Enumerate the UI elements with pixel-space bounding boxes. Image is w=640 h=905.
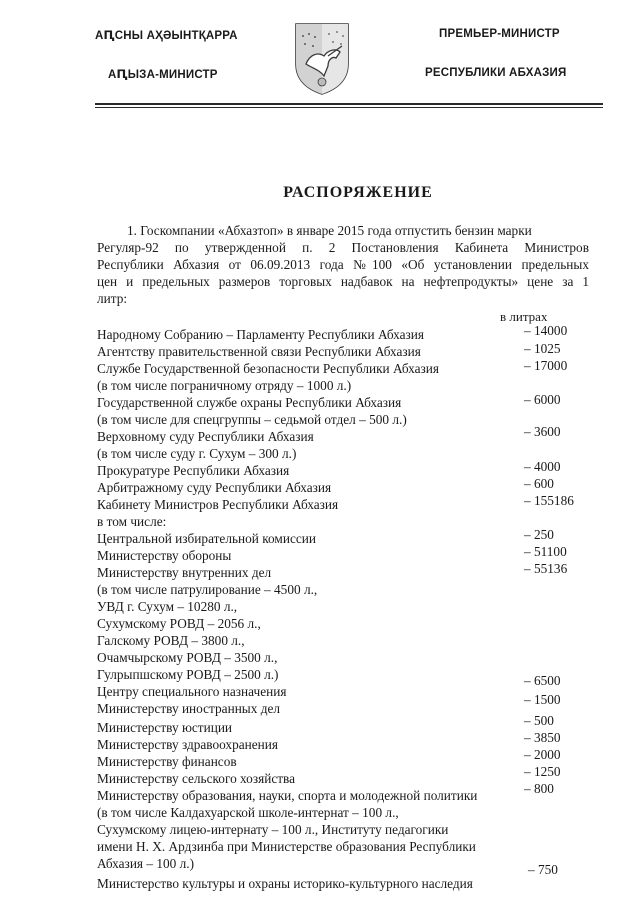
amount-value: – 1500 — [524, 692, 561, 707]
recipient-line: Министерству сельского хозяйства — [97, 771, 296, 786]
recipient-note-line: имени Н. Х. Ардзинба при Министерстве образования Республики — [97, 839, 476, 854]
recipient-line: Министерству обороны — [97, 548, 232, 563]
recipient-line: Арбитражному суду Республики Абхазия — [97, 480, 332, 495]
recipient-line: Министерству образования, науки, спорта и молодежной политики — [97, 788, 478, 803]
amount-value: – 55136 — [524, 561, 568, 576]
recipient-line: Министерству финансов — [97, 754, 237, 769]
amount-value: – 1250 — [524, 764, 561, 779]
recipient-note-line: Очамчырскому РОВД – 3500 л., — [97, 650, 278, 665]
amount-value: – 51100 — [524, 544, 567, 559]
document-title: РАСПОРЯЖЕНИЕ — [283, 184, 433, 201]
amount-value: – 6000 — [524, 392, 561, 407]
recipient-note-line: Абхазия – 100 л.) — [97, 856, 194, 871]
recipient-line: Центру специального назначения — [97, 684, 287, 699]
recipient-note-line: (в том числе для спецгруппы – седьмой отдел – 500 л.) — [97, 412, 407, 427]
intro-line: литр: — [97, 291, 128, 306]
intro-line: Республики Абхазия от 06.09.2013 года №100 «Об установлении предельных — [97, 257, 589, 272]
amount-value: – 4000 — [524, 459, 561, 474]
amount-value: – 6500 — [524, 673, 561, 688]
amount-value: – 2000 — [524, 747, 561, 762]
recipient-line: Верховному суду Республики Абхазия — [97, 429, 314, 444]
intro-line: 1. Госкомпании «Абхазтоп» в январе 2015 года отпустить бензин марки — [127, 223, 532, 238]
amount-value: – 3850 — [524, 730, 561, 745]
recipient-note-line: Галскому РОВД – 3800 л., — [97, 633, 245, 648]
recipient-line: Прокуратуре Республики Абхазия — [97, 463, 290, 478]
header-left-line2: АԤЫЗА-МИНИСТР — [108, 69, 218, 81]
recipient-line: Министерству здравоохранения — [97, 737, 278, 752]
recipient-line: Агентству правительственной связи Республики Абхазия — [97, 344, 421, 359]
intro-paragraph — [97, 222, 589, 307]
coat-of-arms-emblem — [292, 20, 352, 96]
recipient-line: Центральной избирательной комиссии — [97, 531, 316, 546]
recipient-line: Министерству иностранных дел — [97, 701, 281, 716]
unit-label: в литрах — [500, 309, 548, 324]
header-right-line1: ПРЕМЬЕР-МИНИСТР — [439, 28, 560, 40]
recipient-line: Министерство культуры и охраны историко-культурного наследия — [97, 876, 473, 891]
recipient-note-line: (в том числе суду г. Сухум – 300 л.) — [97, 446, 297, 461]
recipient-line: Народному Собранию – Парламенту Республики Абхазия — [97, 327, 425, 342]
amount-value: – 500 — [524, 713, 554, 728]
amount-value: – 800 — [524, 781, 554, 796]
recipient-line: Кабинету Министров Республики Абхазия — [97, 497, 339, 512]
header-rule-top — [95, 103, 603, 105]
amount-value: – 3600 — [524, 424, 561, 439]
subheading-line: в том числе: — [97, 514, 167, 529]
recipient-note-line: (в том числе Калдахуарской школе-интернат – 100 л., — [97, 805, 399, 820]
amount-value: – 1025 — [524, 341, 561, 356]
amount-value: – 600 — [524, 476, 554, 491]
recipient-note-line: Гулрыпшскому РОВД – 2500 л.) — [97, 667, 279, 682]
amount-value: – 750 — [528, 862, 558, 877]
header-rule-bottom — [95, 107, 603, 108]
recipient-note-line: (в том числе патрулирование – 4500 л., — [97, 582, 318, 597]
amount-value: – 14000 — [524, 323, 568, 338]
recipient-line: Государственной службе охраны Республики Абхазия — [97, 395, 402, 410]
recipient-note-line: Сухумскому лицею-интернату – 100 л., Институту педагогики — [97, 822, 449, 837]
intro-line: цен и предельных размеров торговых надбавок на нефтепродукты» цене за 1 — [97, 274, 589, 289]
header-right-line2: РЕСПУБЛИКИ АБХАЗИЯ — [425, 67, 567, 79]
recipient-line: Службе Государственной безопасности Республики Абхазия — [97, 361, 440, 376]
recipient-note-line: Сухумскому РОВД – 2056 л., — [97, 616, 261, 631]
amount-value: – 250 — [524, 527, 554, 542]
intro-line: Регуляр-92 по утвержденной п. 2 Постановления Кабинета Министров — [97, 240, 589, 255]
recipient-note-line: (в том числе пограничному отряду – 1000 л.) — [97, 378, 352, 393]
header-left-line1: АԤСНЫ АҲӘЫНТҚАРРА — [95, 30, 238, 42]
recipient-note-line: УВД г. Сухум – 10280 л., — [97, 599, 238, 614]
amount-value: – 155186 — [524, 493, 574, 508]
recipient-line: Министерству внутренних дел — [97, 565, 272, 580]
amount-value: – 17000 — [524, 358, 568, 373]
recipient-line: Министерству юстиции — [97, 720, 233, 735]
